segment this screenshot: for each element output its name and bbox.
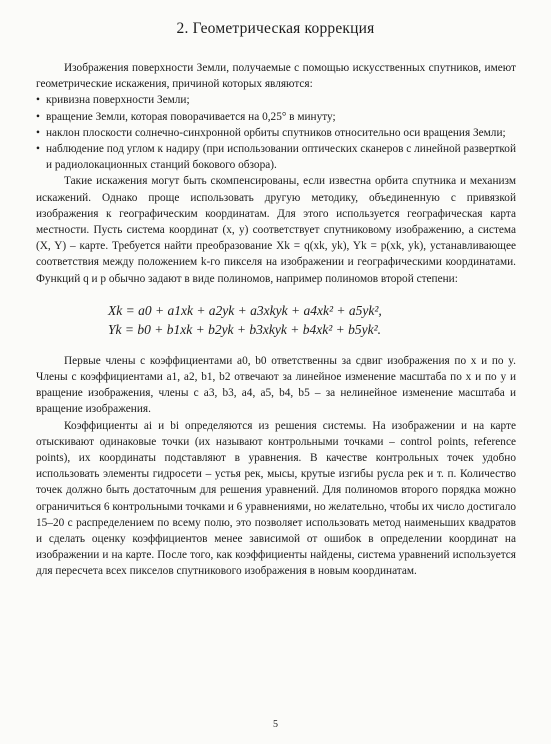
bullet-text: вращение Земли, которая поворачивается на 0,25° в минуту; [46,110,336,123]
bullet-icon: • [36,94,40,107]
bullet-item [36,109,516,125]
bullet-item [36,125,516,141]
formula-line-y: Yk = b0 + b1xk + b2yk + b3xkyk + b4xk² + b5yk². [108,321,382,337]
intro-paragraph: Изображения поверхности Земли, получаемые с помощью искусственных спутников, имеют геометрические искажения, причиной которых являются: [36,62,516,91]
bullet-text: наблюдение под углом к надиру (при использовании оптических сканеров с линейной разверткой и радиолокационных станций бокового обзора). [46,143,516,172]
coefficients-paragraph: Первые члены с коэффициентами a0, b0 ответственны за сдвиг изображения по x и по y. Члены с коэффициентами a1, a2, b1, b2 отвечают за линейное изменение масштаба по x и по y и вращение изображения, члены с a3, b3, a4, a5, b4, b5 – за нелинейное изменение масштаба и вращение изображения. [36,354,516,416]
bullet-item [36,141,516,173]
bullet-text: наклон плоскости солнечно-синхронной орбиты спутников относительно оси вращения Земли; [46,126,506,139]
formula-line-x: Xk = a0 + a1xk + a2yk + a3xkyk + a4xk² + a5yk², [108,302,382,318]
distortion-causes-list [36,92,516,173]
bullet-icon: • [36,110,40,123]
bullet-icon: • [36,143,40,156]
control-points-paragraph: Коэффициенты ai и bi определяются из решения системы. На изображении и на карте отыскивают одинаковые точки (их называют контрольными точками – control points, reference points), их координаты подставляют в уравнения. В качестве контрольных точек удобно использовать элементы гидросети – устья рек, мысы, крутые изгибы русла рек и т. п. Количество точек должно быть достаточным для решения уравнений. Для полиномов второго порядка можно ограничиться 6 контрольными точками и 6 уравнениями, но желательно, чтобы их число достигало 15–20 с распределением по всему полю, это позволяет использовать метод наименьших квадратов и сделать оценку коэффициентов менее зависимой от ошибок в определении координат на изображении и на карте. После того, как коэффициенты найдены, система уравнений используется для пересчета всех пикселов спутникового изображения в новым координатам. [36,419,516,578]
document-body [36,60,516,580]
bullet-item [36,92,516,108]
polynomial-formula [108,301,516,339]
method-paragraph: Такие искажения могут быть скомпенсированы, если известна орбита спутника и механизм искажений. Однако проще использовать другую методику, объединенную с привязкой изображения к географическим координатам. Для этого используется географическая карта местности. Пусть система координат (x, y) соответствует спутниковому изображению, а система (X, Y) – карте. Требуется найти преобразование Xk = q(xk, yk), Yk = p(xk, yk), устанавливающее соответствия между положением k-го пикселя на изображении и географическими координатами. Функций q и p обычно задают в виде полиномов, например полиномов второй степени: [36,175,516,285]
bullet-text: кривизна поверхности Земли; [46,94,190,107]
bullet-icon: • [36,126,40,139]
section-title: 2. Геометрическая коррекция [176,20,375,37]
page-number: 5 [273,719,278,730]
